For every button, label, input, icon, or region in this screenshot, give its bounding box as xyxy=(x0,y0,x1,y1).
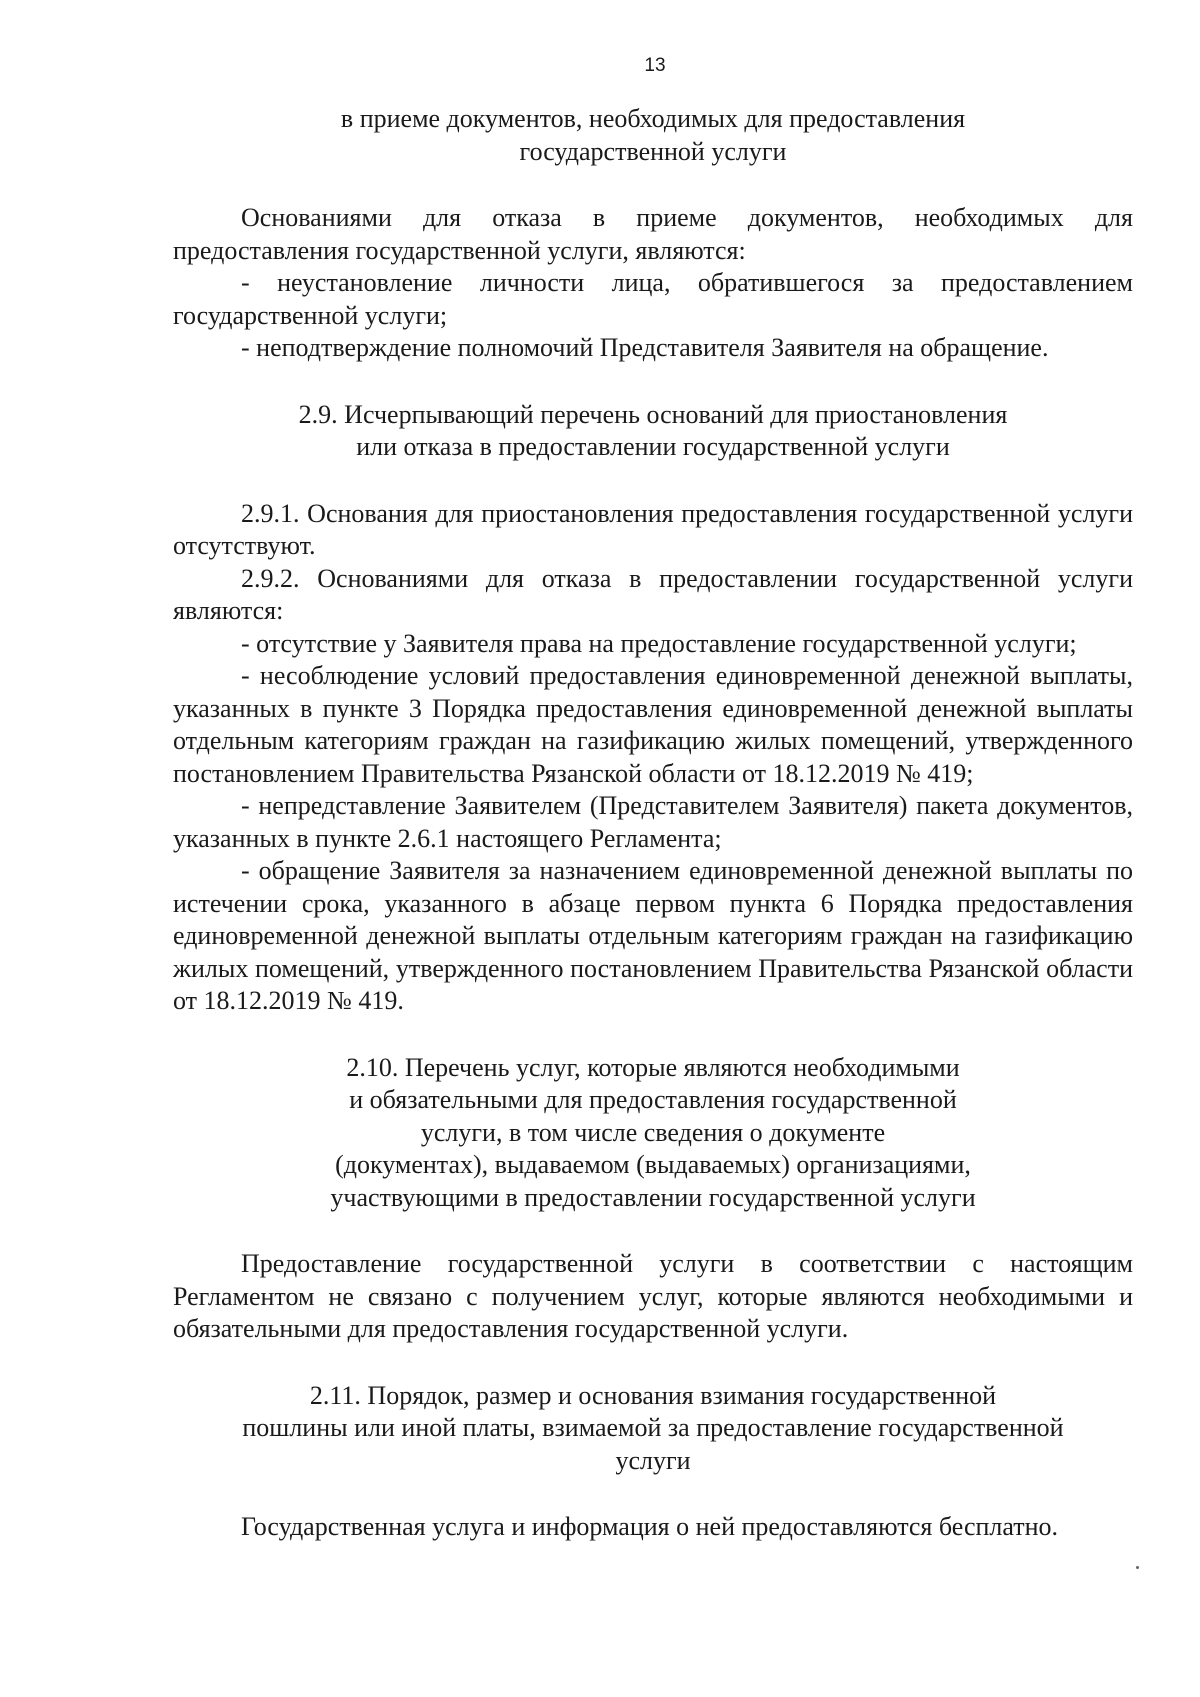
section-2-10-body xyxy=(173,1248,1133,1346)
section-2-11-body xyxy=(173,1511,1133,1544)
intro-item-identity: - неустановление личности лица, обратившегося за предоставлением государственной услуги; xyxy=(173,268,1133,330)
heading-top-line-2: государственной услуги xyxy=(519,136,787,166)
paragraph-2-9-1: 2.9.1. Основания для приостановления предоставления государственной услуги отсутствуют. xyxy=(173,498,1133,560)
heading-top xyxy=(173,103,1133,168)
heading-top-line-1: в приеме документов, необходимых для предоставления xyxy=(340,104,966,133)
section-2-10-heading-line-4: (документах), выдаваемом (выдаваемых) организациями, xyxy=(335,1150,971,1179)
section-2-11-heading-line-1: 2.11. Порядок, размер и основания взимания государственной xyxy=(309,1380,997,1410)
intro-item-authority: - неподтверждение полномочий Представителя Заявителя на обращение. xyxy=(241,333,1049,362)
section-2-10-heading-line-2: и обязательными для предоставления государственной xyxy=(349,1085,957,1114)
paragraph-2-9-2: 2.9.2. Основаниями для отказа в предоставлении государственной услуги являются: xyxy=(173,563,1133,625)
scan-speck xyxy=(1136,1566,1139,1569)
section-2-11-heading-line-2: пошлины или иной платы, взимаемой за предоставление государственной xyxy=(242,1413,1064,1442)
list-item-conditions: - несоблюдение условий предоставления единовременной денежной выплаты, указанных в пункте 3 Порядка предоставления единовременной денежной выплаты отдельным категориям граждан на газификацию жилых помещений, утвержденного постановлением Правительства Рязанской области от 18.12.2019 № 419; xyxy=(173,661,1133,788)
list-item-no-documents: - непредставление Заявителем (Представителем Заявителя) пакета документов, указанных в пункте 2.6.1 настоящего Регламента; xyxy=(173,791,1133,853)
section-2-9-heading-line-1: 2.9. Исчерпывающий перечень оснований для приостановления xyxy=(298,399,1008,429)
section-2-9-heading-line-2: или отказа в предоставлении государственной услуги xyxy=(356,432,950,461)
list-item-no-right: - отсутствие у Заявителя права на предоставление государственной услуги; xyxy=(241,628,1077,658)
section-2-10-heading-line-3: услуги, в том числе сведения о документе xyxy=(420,1117,886,1147)
intro-block xyxy=(173,202,1133,365)
section-2-9-body xyxy=(173,498,1133,1018)
list-item-deadline: - обращение Заявителя за назначением единовременной денежной выплаты по истечении срока, указанного в абзаце первом пункта 6 Порядка предоставления единовременной денежной выплаты отдельным категориям граждан на газификацию жилых помещений, утвержденного постановлением Правительства Рязанской области от 18.12.2019 № 419. xyxy=(173,856,1133,1015)
section-2-10-heading-line-5: участвующими в предоставлении государственной услуги xyxy=(330,1182,976,1212)
paragraph-2-10: Предоставление государственной услуги в соответствии с настоящим Регламентом не связано с получением услуг, которые являются необходимыми и обязательными для предоставления государственной услуги. xyxy=(173,1249,1133,1343)
section-2-11-heading-line-3: услуги xyxy=(615,1445,691,1475)
section-2-10-heading-line-1: 2.10. Перечень услуг, которые являются необходимыми xyxy=(346,1052,960,1082)
section-2-9-heading xyxy=(173,399,1133,464)
section-2-10-heading xyxy=(173,1052,1133,1215)
page-content xyxy=(173,0,1133,1544)
page-number: 13 xyxy=(644,55,666,76)
paragraph-2-11: Государственная услуга и информация о ней предоставляются бесплатно. xyxy=(241,1512,1059,1541)
section-2-11-heading xyxy=(173,1380,1133,1478)
intro-paragraph: Основаниями для отказа в приеме документов, необходимых для предоставления государственной услуги, являются: xyxy=(173,203,1133,265)
